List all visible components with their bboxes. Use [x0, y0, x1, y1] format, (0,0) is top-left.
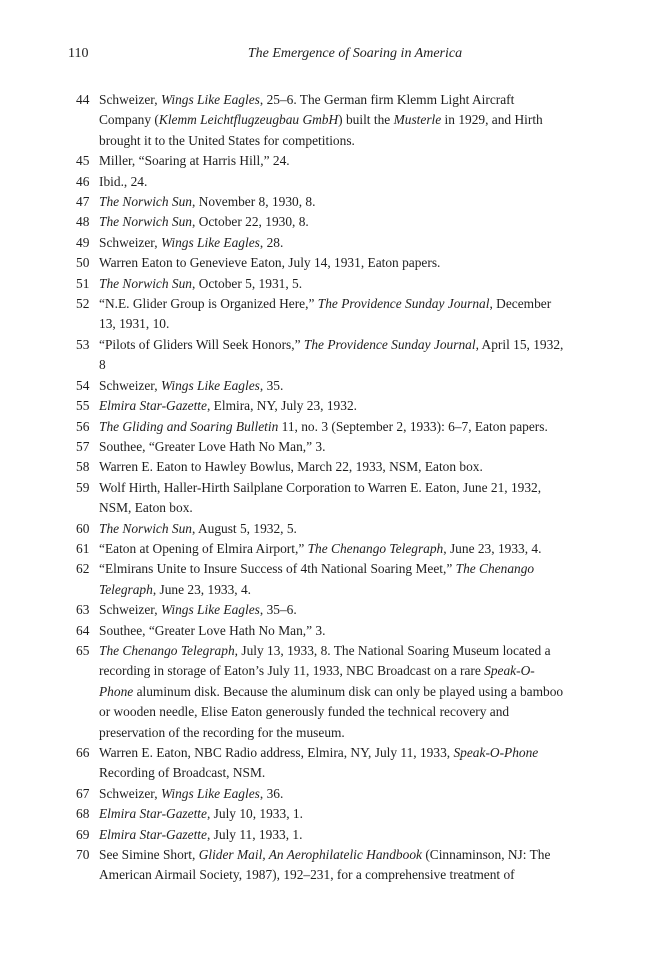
endnote-number: 52 [76, 296, 90, 312]
endnote-text: Elmira Star-Gazette, Elmira, NY, July 23, 1932. [99, 398, 357, 414]
endnote [76, 743, 564, 784]
endnote-number: 44 [76, 92, 90, 107]
endnote-text: Schweizer, Wings Like Eagles, 35–6. [99, 602, 297, 618]
endnote-text: The Norwich Sun, August 5, 1932, 5. [99, 520, 297, 536]
endnote [76, 600, 564, 620]
endnote [76, 294, 564, 335]
endnote [76, 151, 564, 171]
endnote-text: The Norwich Sun, November 8, 1930, 8. [99, 194, 316, 210]
endnote-number: 48 [76, 214, 90, 230]
endnote [76, 376, 564, 396]
endnote-number: 55 [76, 398, 90, 414]
endnote-text: Schweizer, Wings Like Eagles, 35. [99, 377, 284, 393]
endnote-text: The Norwich Sun, October 22, 1930, 8. [99, 214, 309, 230]
endnote-number: 63 [76, 602, 90, 618]
endnote-text: See Simine Short, Glider Mail, An Aerophilatelic Handbook (Cinnaminson, NJ: The American Airmail Society, 1987), 192–231, for a comprehensive treatment of [99, 847, 551, 883]
endnote-number: 47 [76, 194, 90, 210]
endnote-number: 45 [76, 153, 90, 169]
endnote-number: 57 [76, 438, 90, 454]
endnotes-list [76, 90, 564, 886]
endnote-text: Schweizer, Wings Like Eagles, 25–6. The German firm Klemm Light Aircraft Company (Klemm Leichtflugzeugbau GmbH) built the Musterle in 1929, and Hirth brought it to the United States for competitions. [99, 92, 543, 148]
endnote-text: “Pilots of Gliders Will Seek Honors,” The Providence Sunday Journal, April 15, 1932, 8 [99, 336, 564, 373]
endnote [76, 621, 564, 641]
endnote [76, 396, 564, 416]
endnote-text: Warren Eaton to Genevieve Eaton, July 14, 1931, Eaton papers. [99, 255, 441, 271]
endnote [76, 437, 564, 457]
endnote-number: 70 [76, 847, 90, 863]
endnote-text: Wolf Hirth, Haller-Hirth Sailplane Corporation to Warren E. Eaton, June 21, 1932, NSM, Eaton box. [99, 479, 542, 516]
endnote-text: Warren E. Eaton to Hawley Bowlus, March 22, 1933, NSM, Eaton box. [99, 459, 483, 475]
endnote-text: The Chenango Telegraph, July 13, 1933, 8. The National Soaring Museum located a recording in storage of Eaton’s July 11, 1933, NBC Broadcast on a rare Speak-O-Phone aluminum disk. Because the aluminum disk can only be played using a bamboo or wooden needle, Elise Eaton generously funded the technical recovery and preservation of the recording for the museum. [99, 642, 564, 740]
endnote-text: Southee, “Greater Love Hath No Man,” 3. [99, 622, 326, 638]
endnote-number: 69 [76, 826, 90, 842]
endnote [76, 845, 564, 886]
endnote-number: 50 [76, 255, 90, 271]
endnote-number: 60 [76, 520, 90, 536]
endnote-text: The Norwich Sun, October 5, 1931, 5. [99, 275, 303, 291]
endnote [76, 253, 564, 273]
endnote-text: “Eaton at Opening of Elmira Airport,” The Chenango Telegraph, June 23, 1933, 4. [99, 540, 542, 556]
endnote-text: Ibid., 24. [99, 173, 148, 189]
endnote [76, 335, 564, 376]
endnote [76, 172, 564, 192]
endnote-number: 65 [76, 642, 90, 658]
endnote [76, 539, 564, 559]
endnote-number: 67 [76, 785, 90, 801]
endnote-number: 46 [76, 173, 90, 189]
endnote [76, 417, 564, 437]
endnote-text: Elmira Star-Gazette, July 11, 1933, 1. [99, 826, 303, 842]
endnote-number: 62 [76, 561, 90, 577]
endnote [76, 274, 564, 294]
endnote [76, 784, 564, 804]
endnote [76, 559, 564, 600]
endnote-text: Schweizer, Wings Like Eagles, 28. [99, 234, 284, 250]
endnote-number: 58 [76, 459, 90, 475]
endnote [76, 233, 564, 253]
endnote [76, 192, 564, 212]
endnote-text: “Elmirans Unite to Insure Success of 4th National Soaring Meet,” The Chenango Telegraph, June 23, 1933, 4. [99, 561, 535, 597]
endnote-number: 51 [76, 275, 90, 291]
endnote-number: 54 [76, 377, 90, 393]
endnote [76, 804, 564, 824]
endnote [76, 457, 564, 477]
endnote [76, 641, 564, 743]
endnote-text: Southee, “Greater Love Hath No Man,” 3. [99, 438, 326, 454]
endnote [76, 90, 564, 151]
endnote-text: Warren E. Eaton, NBC Radio address, Elmira, NY, July 11, 1933, Speak-O-Phone Recording of Broadcast, NSM. [99, 745, 539, 781]
endnote [76, 519, 564, 539]
endnote-number: 49 [76, 234, 90, 250]
endnote-number: 61 [76, 540, 90, 556]
running-title: The Emergence of Soaring in America [247, 46, 463, 61]
endnote-text: Miller, “Soaring at Harris Hill,” 24. [99, 153, 290, 169]
endnote-text: Schweizer, Wings Like Eagles, 36. [99, 785, 284, 801]
endnote-number: 56 [76, 418, 90, 434]
endnote-number: 64 [76, 622, 90, 638]
page-number: 110 [68, 46, 89, 61]
endnote-number: 66 [76, 745, 90, 760]
endnote [76, 478, 564, 519]
endnote-number: 68 [76, 806, 90, 822]
endnote-number: 53 [76, 336, 90, 352]
endnote-text: “N.E. Glider Group is Organized Here,” The Providence Sunday Journal, December 13, 1931, 10. [99, 296, 552, 332]
endnote-text: The Gliding and Soaring Bulletin 11, no. 3 (September 2, 1933): 6–7, Eaton papers. [99, 418, 548, 434]
endnote [76, 825, 564, 845]
endnote-text: Elmira Star-Gazette, July 10, 1933, 1. [99, 806, 303, 822]
endnote [76, 212, 564, 232]
endnote-number: 59 [76, 479, 90, 495]
